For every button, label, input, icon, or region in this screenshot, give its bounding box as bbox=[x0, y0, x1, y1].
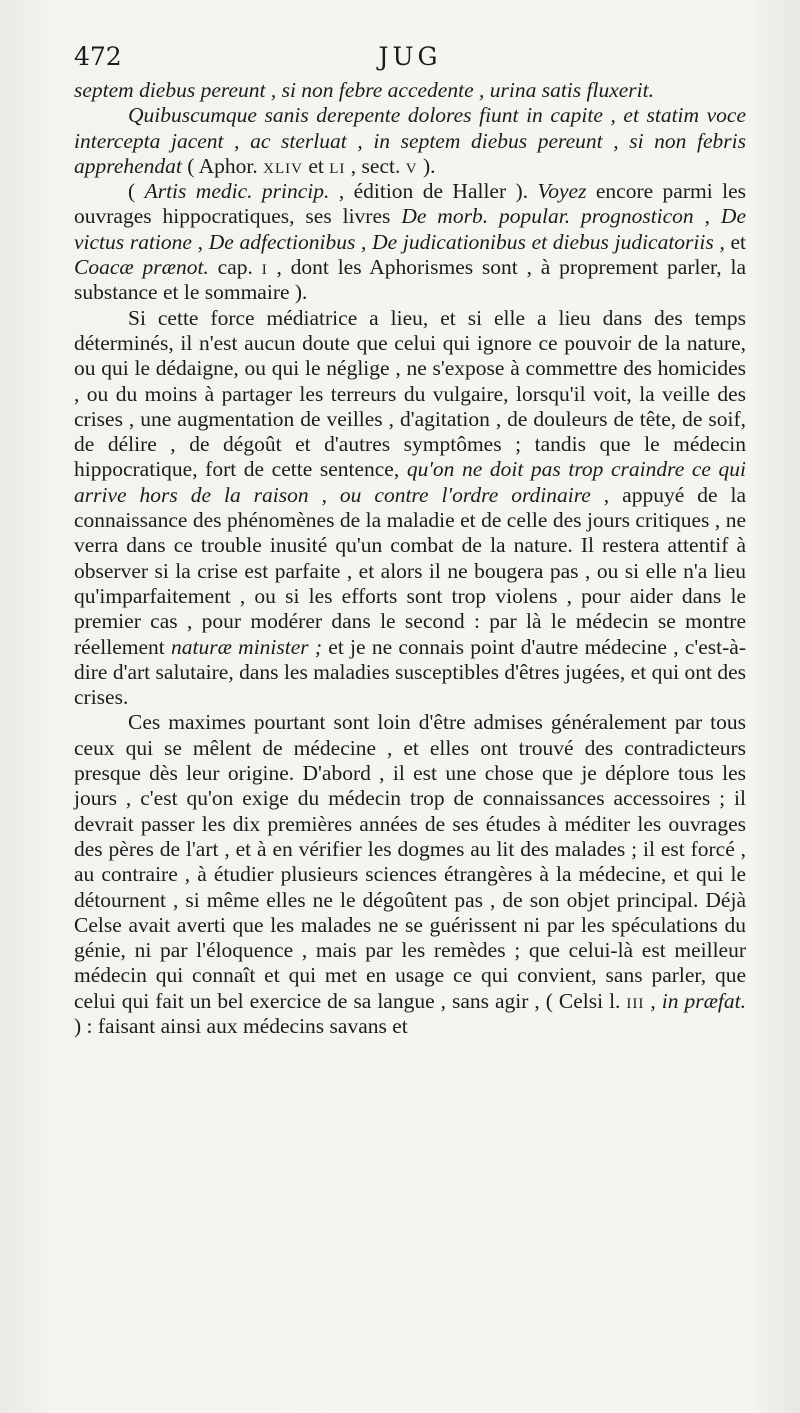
italic-text: De morb. popular. prognosticon bbox=[401, 204, 694, 229]
italic-text: naturæ minister ; bbox=[170, 634, 323, 659]
page-number: 472 bbox=[74, 42, 122, 71]
italic-text: De judicationibus et diebus judicatoriis bbox=[372, 229, 714, 254]
text-run: , dont les Aphorismes sont , à proprement parler, la substance et le sommaire ). bbox=[74, 255, 746, 305]
small-caps-numeral: li bbox=[329, 153, 346, 178]
small-caps-numeral: v bbox=[405, 153, 418, 178]
text-run: et je ne connais point d'autre médecine , c'est-à-dire d'art salutaire, dans les maladies susceptibles d'êtres jugées, et qui ont des crises. bbox=[74, 634, 746, 710]
italic-text: De adfectionibus bbox=[208, 229, 356, 254]
italic-text: Voyez bbox=[537, 179, 587, 204]
text-run: encore parmi les ouvrages hippocratiques, ses livres bbox=[74, 179, 746, 229]
text-run: , bbox=[644, 988, 662, 1013]
paragraph bbox=[74, 710, 746, 1039]
text-run: et bbox=[302, 153, 330, 178]
page-header bbox=[74, 42, 746, 78]
paragraph bbox=[74, 306, 746, 711]
italic-text: Coacæ prænot. bbox=[74, 255, 209, 280]
running-head: JUG bbox=[378, 42, 442, 71]
text-run: , édition de Haller ). bbox=[329, 179, 538, 204]
italic-text: in præfat. bbox=[661, 988, 747, 1013]
italic-text: Quibuscumque sanis derepente dolores fiunt in capite , et statim voce intercepta jacent , ac sterluat , in septem diebus pereunt , si non febris apprehendat bbox=[74, 103, 746, 178]
text-run: , bbox=[355, 229, 373, 254]
paragraph bbox=[74, 78, 746, 103]
body-text bbox=[74, 78, 746, 1039]
italic-text: septem diebus pereunt , si non febre accedente , urina satis fluxerit. bbox=[74, 78, 654, 102]
italic-text: qu'on ne doit pas trop craindre ce qui arrive hors de la raison , ou contre l'ordre ordinaire bbox=[74, 457, 746, 507]
small-caps-numeral: iii bbox=[626, 988, 645, 1013]
text-run: Si cette force médiatrice a lieu, et si elle a lieu dans des temps déterminés, il n'est aucun doute que celui qui ignore ce pouvoir de la nature, ou qui le dédaigne, ou qui le néglige , ne s'expose à commettre des homicides , ou du moins à partager les terreurs du vulgaire, lorsqu'il voit, la veille des crises , une augmentation de veilles , d'agitation , de douleurs de tête, de soif, de délire , de dégoût et d'autres symptômes ; tandis que le médecin hippocratique, fort de cette sentence, bbox=[74, 305, 746, 482]
text-run: ). bbox=[417, 153, 436, 178]
text-run: ) : faisant ainsi aux médecins savans et bbox=[74, 1013, 408, 1038]
text-run: ( bbox=[128, 179, 145, 204]
text-run: cap. bbox=[208, 255, 262, 280]
text-run: ( Aphor. bbox=[181, 153, 264, 178]
italic-text: De victus ratione bbox=[74, 204, 746, 254]
text-run: , bbox=[693, 204, 721, 229]
text-run: , sect. bbox=[345, 153, 406, 178]
small-caps-numeral: i bbox=[261, 255, 268, 280]
paragraph bbox=[74, 103, 746, 179]
text-run: , et bbox=[713, 229, 747, 254]
text-run: Ces maximes pourtant sont loin d'être admises généralement par tous ceux qui se mêlent de médecine , et elles ont trouvé des contradicteurs presque dès leur origine. D'abord , il est une chose que je déplore tous les jours , c'est qu'on exige du médecin trop de connaissances accessoires ; il devrait passer les dix premières années de ses études à méditer les ouvrages des pères de l'art , et à en vérifier les dogmes au lit des malades ; il est forcé , au contraire , à étudier plusieurs sciences étrangères à la médecine, et qui le détournent , si même elles ne le dégoûtent pas , de son objet principal. Déjà Celse avait averti que les malades ne se guérissent ni par les spéculations du génie, ni par l'éloquence , mais par les remèdes ; que celui-là est meilleur médecin qui connaît et qui met en usage ce qui convient, sans parler, que celui qui fait un bel exercice de sa langue , sans agir , ( Celsi l. bbox=[74, 710, 746, 1013]
italic-text: Artis medic. princip. bbox=[144, 179, 330, 204]
paragraph bbox=[74, 179, 746, 305]
small-caps-numeral: xliv bbox=[263, 153, 303, 178]
text-run: , appuyé de la connaissance des phénomènes de la maladie et de celle des jours critiques , ne verra dans ce trouble inusité qu'un combat de la nature. Il restera attentif à observer si la crise est parfaite , et alors il ne bougera pas , ou si elle n'a lieu qu'imparfaitement , ou si les efforts sont trop violens , pour aider dans le premier cas , pour modérer dans le second : par là le médecin se montre réellement bbox=[74, 482, 746, 659]
text-run: , bbox=[191, 229, 209, 254]
